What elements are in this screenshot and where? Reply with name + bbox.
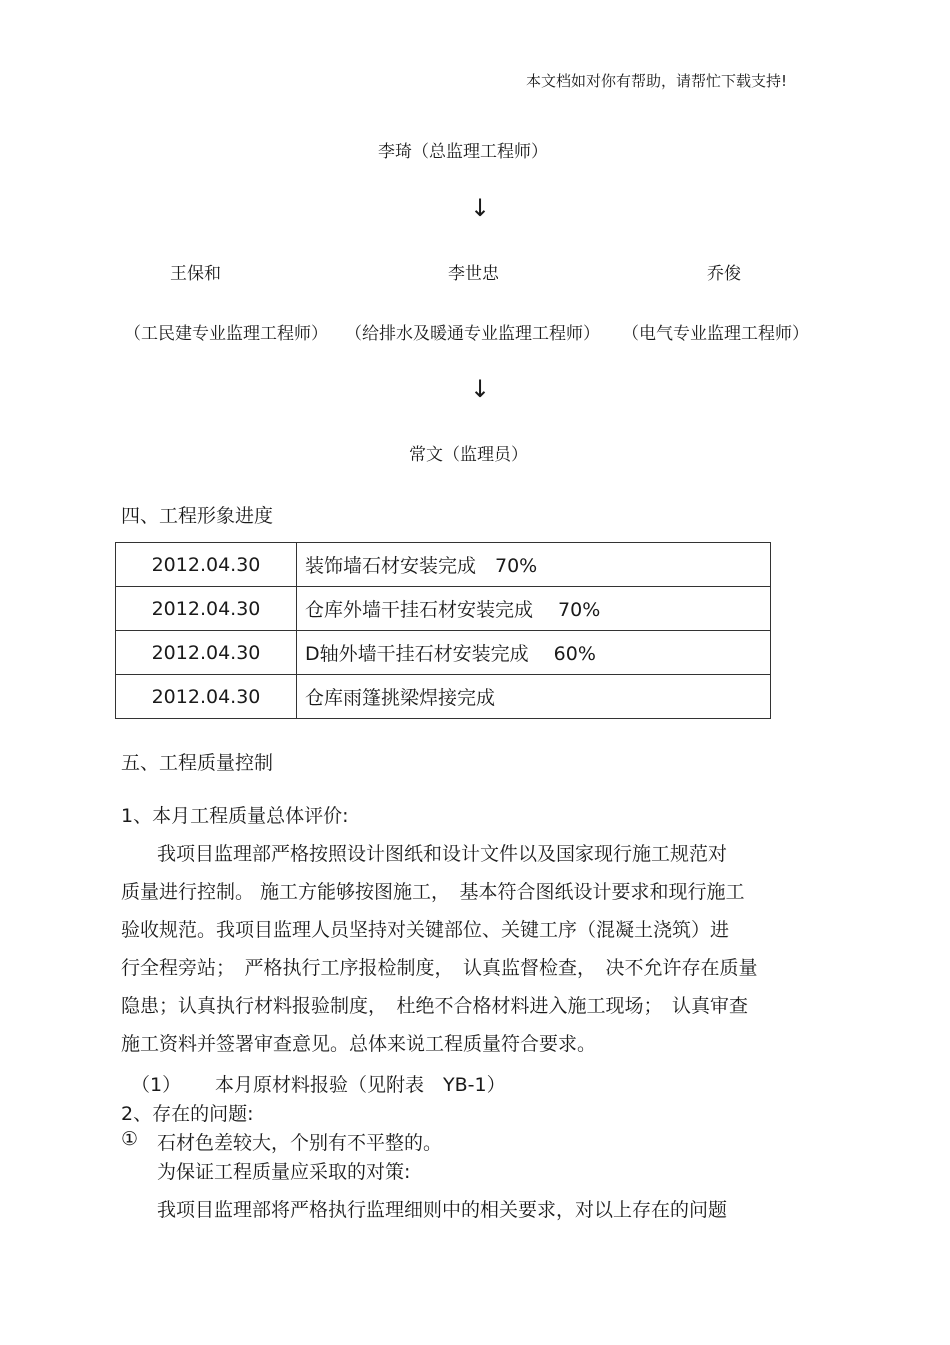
table-row [116,587,771,631]
section5-heading: 五、工程质量控制 [121,752,274,774]
paragraph-line: 行全程旁站； 严格执行工序报检制度， 认真监督检查， 决不允许存在质量 [121,957,758,979]
table-row [116,543,771,587]
row-date: 2012.04.30 [116,587,297,631]
paragraph-line: 我项目监理部严格按照设计图纸和设计文件以及国家现行施工规范对 [157,843,728,865]
row-date: 2012.04.30 [116,631,297,675]
paragraph-line: 质量进行控制。 施工方能够按图施工， 基本符合图纸设计要求和现行施工 [121,881,745,903]
item2-heading: 2、存在的问题: [121,1103,254,1125]
issue-text: 石材色差较大，个别有不平整的。 [157,1132,443,1154]
table-row [116,631,771,675]
paragraph-line: 隐患；认真执行材料报验制度， 杜绝不合格材料进入施工现场； 认真审查 [121,995,749,1017]
row-desc: 仓库雨篷挑梁焊接完成 [297,675,771,719]
engineer-role: （给排水及暖通专业监理工程师） [345,324,600,344]
engineer-role: （工民建专业监理工程师） [124,324,328,344]
progress-table [115,542,771,719]
table-row [116,675,771,719]
engineer-role: （电气专业监理工程师） [622,324,809,344]
arrow-down-icon: ↓ [470,194,491,222]
arrow-down-icon: ↓ [470,375,491,403]
measure-line: 我项目监理部将严格执行监理细则中的相关要求，对以上存在的问题 [157,1199,728,1221]
row-desc: D轴外墙干挂石材安装完成 60% [297,631,771,675]
row-date: 2012.04.30 [116,543,297,587]
header-note: 本文档如对你有帮助，请帮忙下载支持! [526,72,788,90]
issue-number: ① [121,1128,139,1150]
engineer-name: 李世忠 [448,264,499,284]
paragraph-line: 验收规范。我项目监理人员坚持对关键部位、关键工序（混凝土浇筑）进 [121,919,730,941]
engineer-name: 乔俊 [707,264,741,284]
supervisor: 常文（监理员） [409,445,528,465]
sub1-number: （1） [131,1074,182,1096]
row-desc: 装饰墙石材安装完成 70% [297,543,771,587]
engineer-name: 王保和 [170,264,221,284]
row-date: 2012.04.30 [116,675,297,719]
item1-heading: 1、本月工程质量总体评价: [121,805,349,827]
paragraph-line: 施工资料并签署审查意见。总体来说工程质量符合要求。 [121,1033,597,1055]
chief-engineer: 李琦（总监理工程师） [378,142,548,162]
sub1-text: 本月原材料报验（见附表 YB-1） [215,1074,506,1096]
measure-heading: 为保证工程质量应采取的对策: [157,1161,411,1183]
section4-heading: 四、工程形象进度 [121,505,274,527]
row-desc: 仓库外墙干挂石材安装完成 70% [297,587,771,631]
